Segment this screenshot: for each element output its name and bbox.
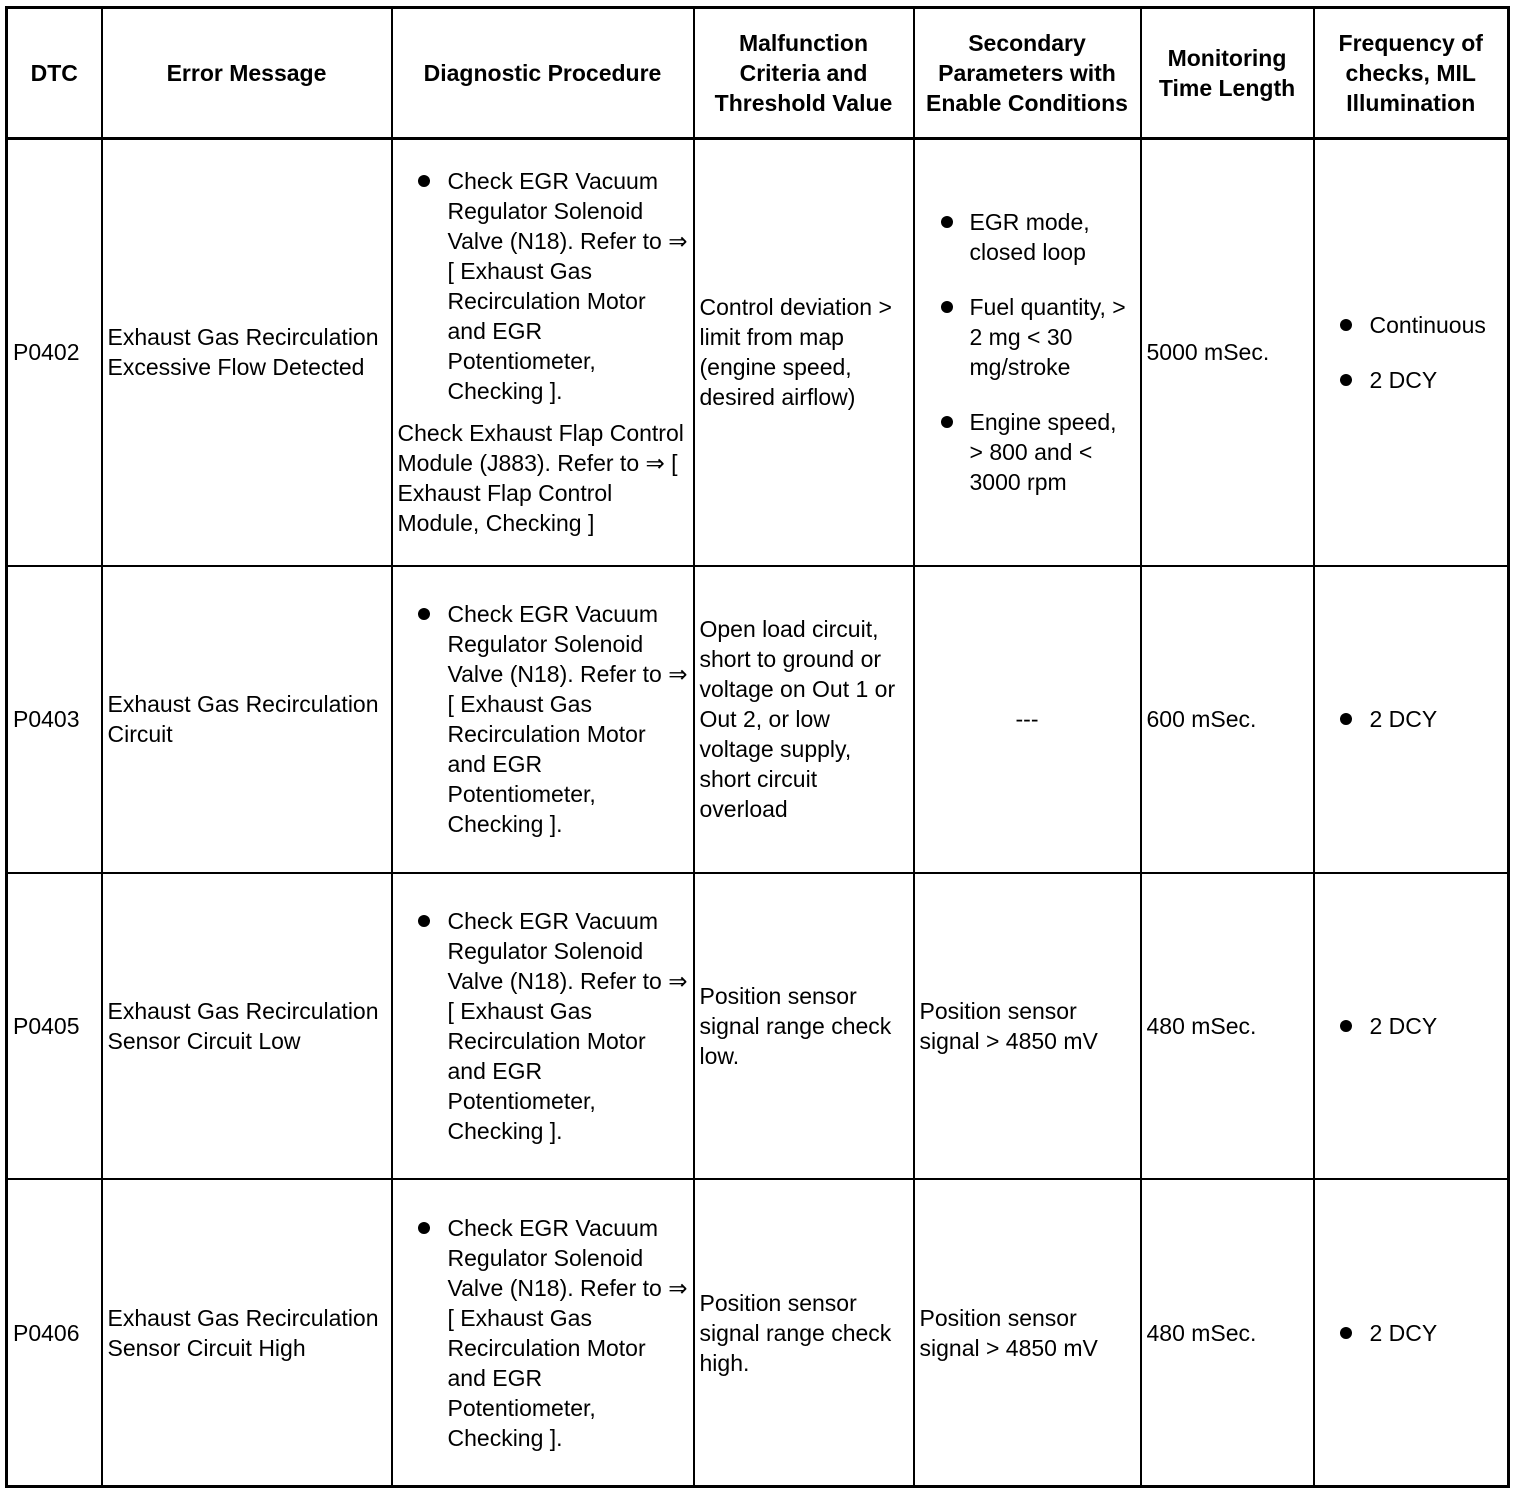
frequency	[1314, 139, 1509, 566]
table-row	[7, 139, 1509, 566]
frequency-item: 2 DCY	[1320, 365, 1503, 395]
malfunction-criteria: Position sensor signal range check high.	[694, 1179, 914, 1486]
error-message: Exhaust Gas Recirculation Sensor Circuit Low	[102, 873, 392, 1180]
secondary-item: Fuel quantity, > 2 mg < 30 mg/stroke	[920, 292, 1135, 382]
monitoring-time: 5000 mSec.	[1141, 139, 1314, 566]
frequency-list	[1320, 310, 1503, 395]
procedure-list	[398, 599, 688, 839]
secondary-item: EGR mode, closed loop	[920, 207, 1135, 267]
dtc-code: P0403	[7, 566, 102, 873]
procedure-item: Check EGR Vacuum Regulator Solenoid Valve (N18). Refer to ⇒ [ Exhaust Gas Recirculation Motor and EGR Potentiometer, Checking ].	[398, 599, 688, 839]
secondary-list	[920, 207, 1135, 497]
procedure-item: Check EGR Vacuum Regulator Solenoid Valve (N18). Refer to ⇒ [ Exhaust Gas Recirculation Motor and EGR Potentiometer, Checking ].	[398, 1213, 688, 1453]
malfunction-criteria: Open load circuit, short to ground or voltage on Out 1 or Out 2, or low voltage supply, short circuit overload	[694, 566, 914, 873]
diagnostic-procedure	[392, 139, 694, 566]
frequency-item: Continuous	[1320, 310, 1503, 340]
malfunction-criteria: Position sensor signal range check low.	[694, 873, 914, 1180]
frequency-list	[1320, 1318, 1503, 1348]
header-secondary-parameters: Secondary Parameters with Enable Conditions	[914, 8, 1141, 139]
secondary-item: Engine speed, > 800 and < 3000 rpm	[920, 407, 1135, 497]
procedure-note: Check Exhaust Flap Control Module (J883). Refer to ⇒ [ Exhaust Flap Control Module, Checking ]	[397, 420, 684, 537]
dtc-code: P0405	[7, 873, 102, 1180]
malfunction-criteria: Control deviation > limit from map (engine speed, desired airflow)	[694, 139, 914, 566]
procedure-list	[398, 1213, 688, 1453]
frequency-item: 2 DCY	[1320, 1318, 1503, 1348]
frequency-item: 2 DCY	[1320, 704, 1503, 734]
frequency-list	[1320, 1011, 1503, 1041]
procedure-list	[398, 906, 688, 1146]
header-dtc: DTC	[7, 8, 102, 139]
table-row	[7, 566, 1509, 873]
error-message: Exhaust Gas Recirculation Sensor Circuit High	[102, 1179, 392, 1486]
error-message: Exhaust Gas Recirculation Circuit	[102, 566, 392, 873]
procedure-item: Check EGR Vacuum Regulator Solenoid Valve (N18). Refer to ⇒ [ Exhaust Gas Recirculation Motor and EGR Potentiometer, Checking ].	[398, 166, 688, 406]
table-row	[7, 873, 1509, 1180]
secondary-parameters	[914, 139, 1141, 566]
header-malfunction-criteria: Malfunction Criteria and Threshold Value	[694, 8, 914, 139]
frequency	[1314, 873, 1509, 1180]
frequency-list	[1320, 704, 1503, 734]
secondary-parameters: Position sensor signal > 4850 mV	[914, 873, 1141, 1180]
monitoring-time: 480 mSec.	[1141, 1179, 1314, 1486]
dtc-code: P0406	[7, 1179, 102, 1486]
error-message: Exhaust Gas Recirculation Excessive Flow Detected	[102, 139, 392, 566]
table-row	[7, 1179, 1509, 1486]
dtc-table	[5, 6, 1510, 1488]
frequency	[1314, 1179, 1509, 1486]
frequency-item: 2 DCY	[1320, 1011, 1503, 1041]
header-frequency: Frequency of checks, MIL Illumination	[1314, 8, 1509, 139]
header-error-message: Error Message	[102, 8, 392, 139]
monitoring-time: 480 mSec.	[1141, 873, 1314, 1180]
dtc-code: P0402	[7, 139, 102, 566]
diagnostic-procedure	[392, 873, 694, 1180]
header-diagnostic-procedure: Diagnostic Procedure	[392, 8, 694, 139]
monitoring-time: 600 mSec.	[1141, 566, 1314, 873]
diagnostic-procedure	[392, 1179, 694, 1486]
header-monitoring-time: Monitoring Time Length	[1141, 8, 1314, 139]
procedure-list	[398, 166, 688, 406]
secondary-parameters: ---	[914, 566, 1141, 873]
procedure-item: Check EGR Vacuum Regulator Solenoid Valve (N18). Refer to ⇒ [ Exhaust Gas Recirculation Motor and EGR Potentiometer, Checking ].	[398, 906, 688, 1146]
secondary-parameters: Position sensor signal > 4850 mV	[914, 1179, 1141, 1486]
diagnostic-procedure	[392, 566, 694, 873]
header-row	[7, 8, 1509, 139]
frequency	[1314, 566, 1509, 873]
